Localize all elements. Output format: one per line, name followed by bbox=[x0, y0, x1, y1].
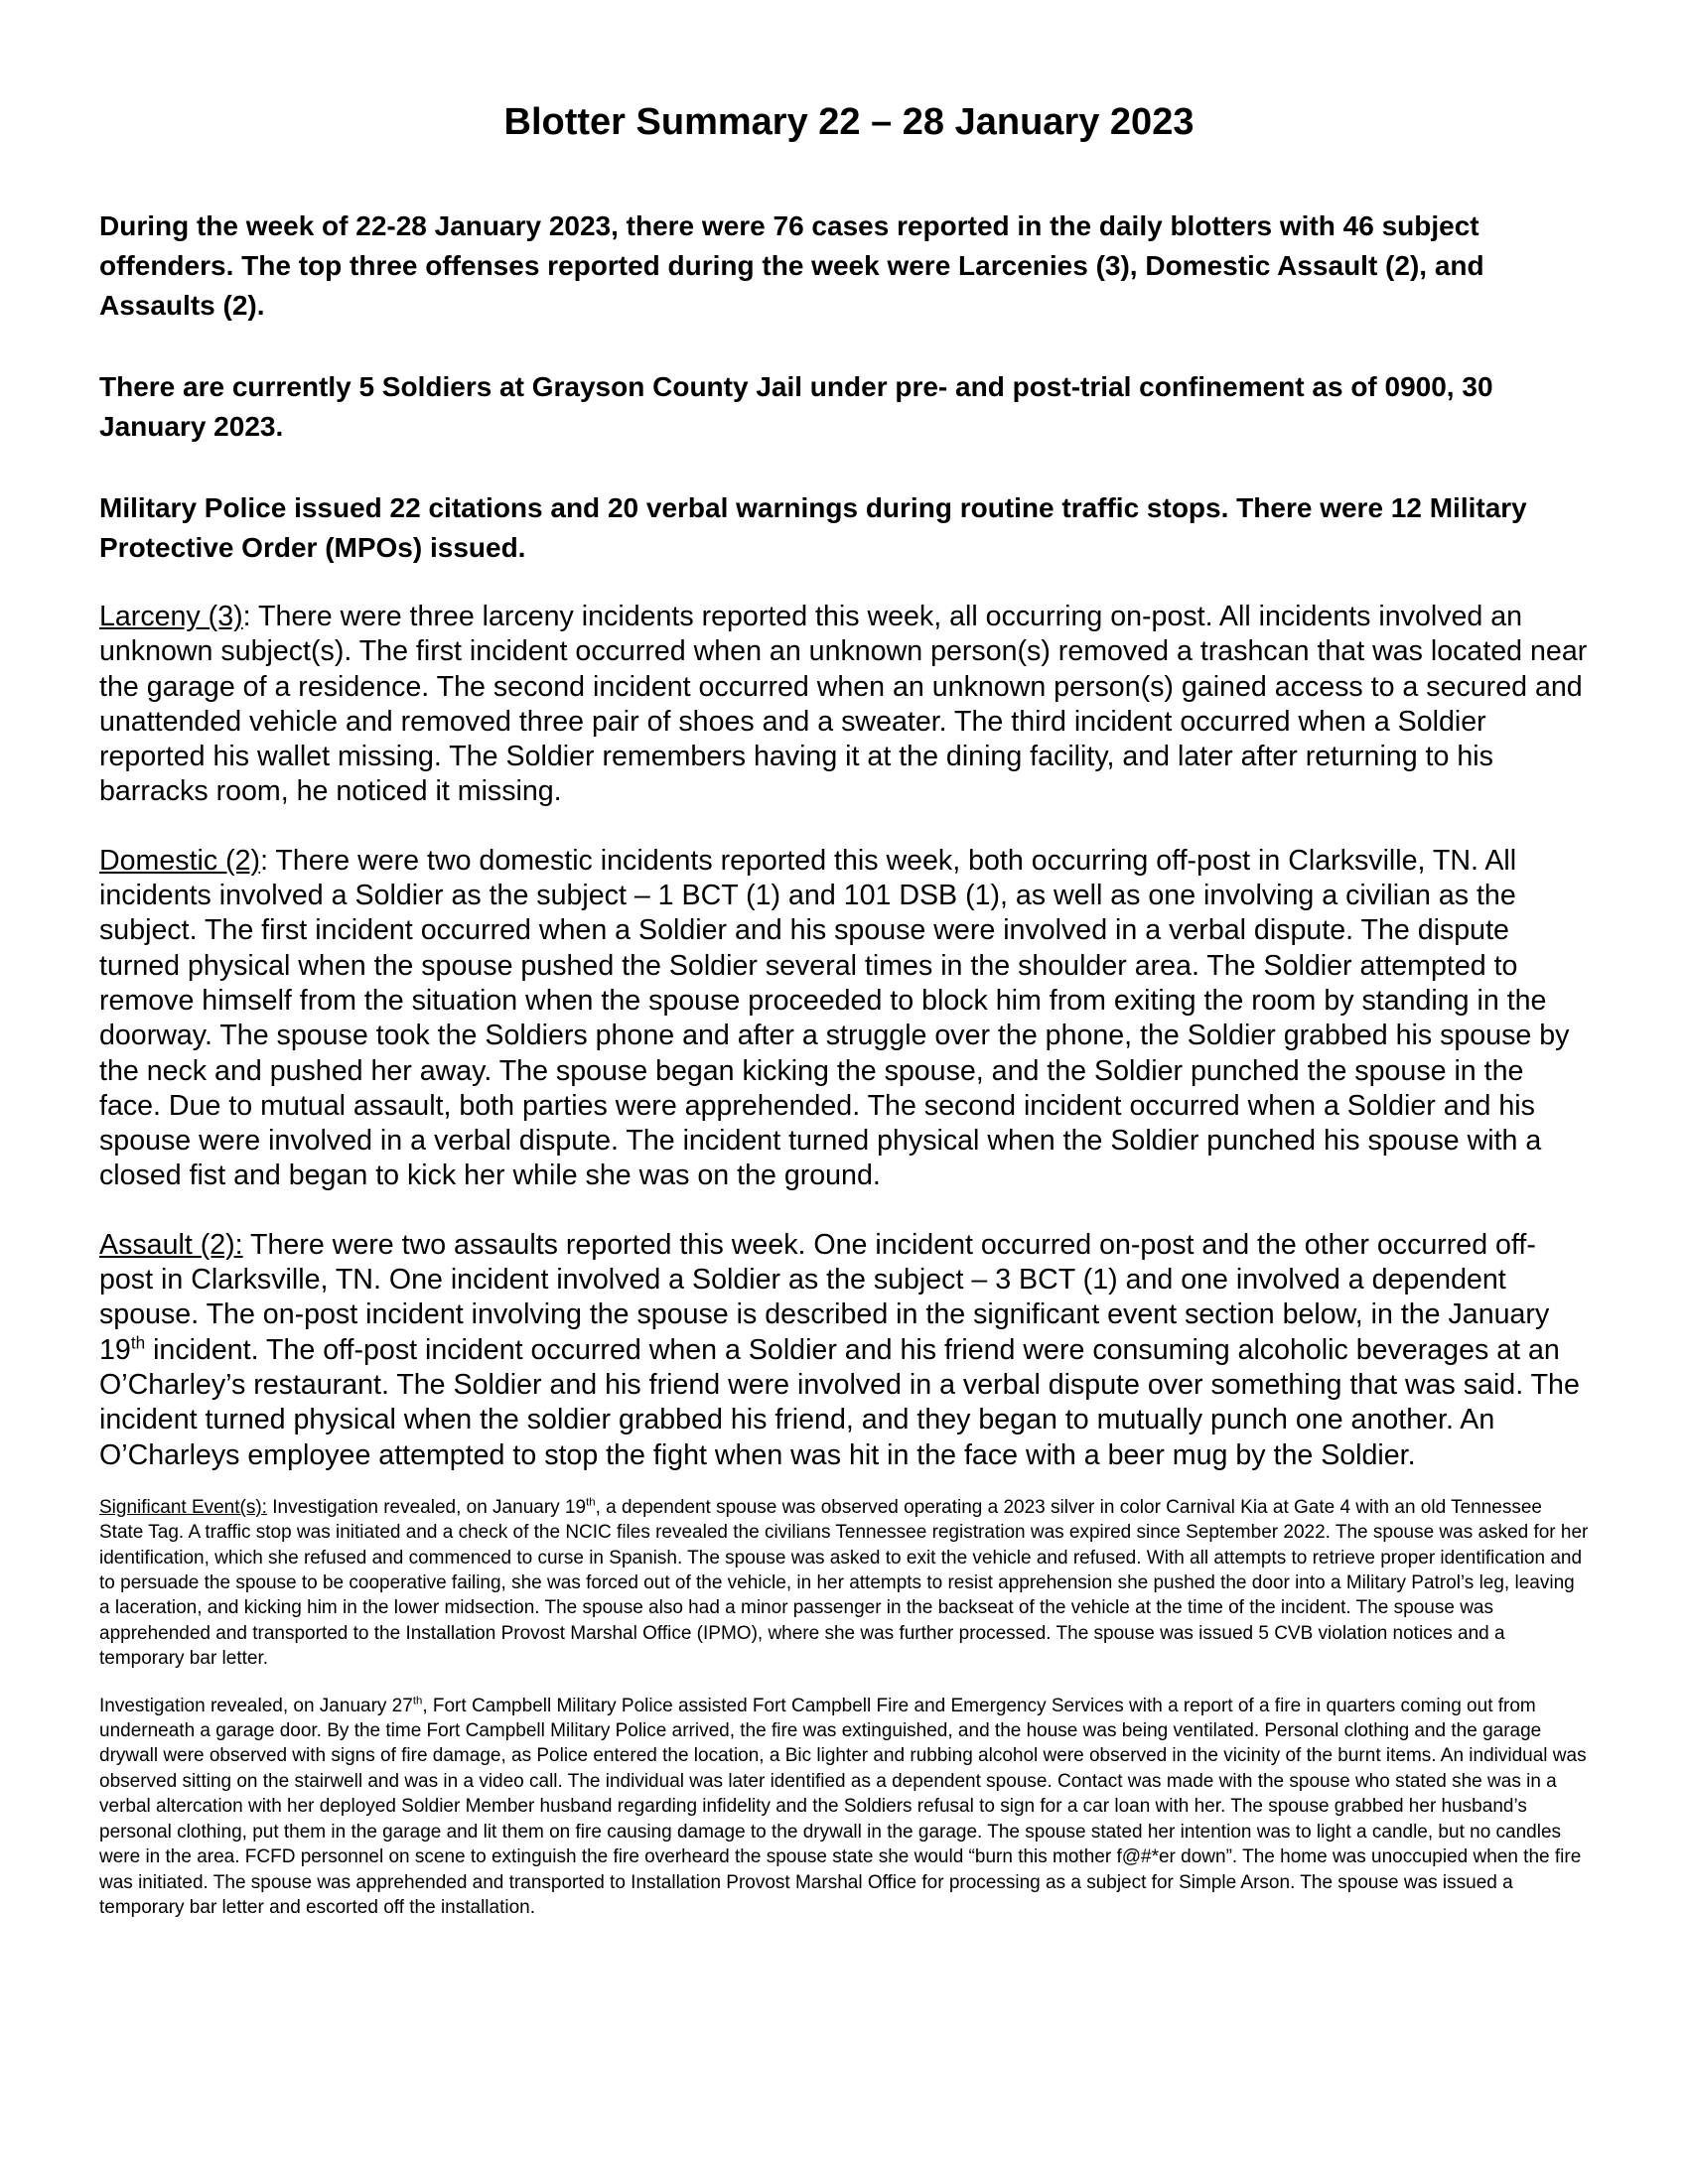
assault-text-a: There were two assaults reported this week. One incident occurred on-post and the other occurred off-post in Clarksville, TN. One incident involved a Soldier as the subject – 3 BCT (1) and one involved a dependent spouse. The on-post incident involving the spouse is described in the significant event section below, in the January 19 bbox=[99, 1228, 1550, 1366]
significant-event-heading: Significant Event(s): bbox=[99, 1496, 267, 1518]
larceny-section bbox=[99, 600, 1589, 810]
arson-investigation-text-b: , Fort Campbell Military Police assisted Fort Campbell Fire and Emergency Services with a report of a fire in quarters coming out from underneath a garage door. By the time Fort Campbell Military Police arrived, the fire was extinguished, and the house was being ventilated. Personal clothing and the garage drywall were observed with signs of fire damage, as Police entered the location, a Bic lighter and rubbing alcohol were observed in the vicinity of the burnt items. An individual was observed sitting on the stairwell and was in a video call. The individual was later identified as a dependent spouse. Contact was made with the spouse who stated she was in a verbal altercation with her deployed Soldier Member husband regarding infidelity and the Soldiers refusal to sign for a car loan with her. The spouse grabbed her husband’s personal clothing, put them in the garage and lit them on fire causing damage to the drywall in the garage. The spouse stated her intention was to light a candle, but no candles were in the area. FCFD personnel on scene to extinguish the fire overheard the spouse state she would “burn this mother f@#*er down”. The home was unoccupied when the fire was initiated. The spouse was apprehended and transported to Installation Provost Marshal Office for processing as a subject for Simple Arson. The spouse was issued a temporary bar letter and escorted off the installation. bbox=[99, 1695, 1587, 1918]
arson-investigation-ordinal: th bbox=[412, 1695, 423, 1707]
assault-section bbox=[99, 1228, 1589, 1473]
domestic-heading: Domestic (2) bbox=[99, 844, 261, 877]
domestic-text: : There were two domestic incidents reported this week, both occurring off-post in Clarksville, TN. All incidents involved a Soldier as the subject – 1 BCT (1) and 101 DSB (1), as well as one involving a civilian as the subject. The first incident occurred when a Soldier and his spouse were involved in a verbal dispute. The dispute turned physical when the spouse pushed the Soldier several times in the shoulder area. The Soldier attempted to remove himself from the situation when the spouse proceeded to block him from exiting the room by standing in the doorway. The spouse took the Soldiers phone and after a struggle over the phone, the Soldier grabbed his spouse by the neck and pushed her away. The spouse began kicking the spouse, and the Soldier punched the spouse in the face. Due to mutual assault, both parties were apprehended. The second incident occurred when a Soldier and his spouse were involved in a verbal dispute. The incident turned physical when the Soldier punched his spouse with a closed fist and began to kick her while she was on the ground. bbox=[99, 844, 1570, 1192]
significant-event-text-b: , a dependent spouse was observed operating a 2023 silver in color Carnival Kia at Gate 4 with an old Tennessee State Tag. A traffic stop was initiated and a check of the NCIC files revealed the civilians Tennessee registration was expired since September 2022. The spouse was asked for her identification, which she refused and commenced to curse in Spanish. The spouse was asked to exit the vehicle and refused. With all attempts to retrieve proper identification and to persuade the spouse to be cooperative failing, she was forced out of the vehicle, in her attempts to resist apprehension she pushed the door into a Military Patrol’s leg, leaving a laceration, and kicking him in the lower midsection. The spouse also had a minor passenger in the backseat of the vehicle at the time of the incident. The spouse was apprehended and transported to the Installation Provost Marshal Office (IPMO), where she was further processed. The spouse was issued 5 CVB violation notices and a temporary bar letter. bbox=[99, 1496, 1589, 1670]
summary-cases-paragraph: During the week of 22-28 January 2023, there were 76 cases reported in the daily blotters with 46 subject offenders. The top three offenses reported during the week were Larcenies (3), Domestic Assault (2), and Assaults (2). bbox=[99, 210, 1484, 321]
larceny-heading: Larceny (3) bbox=[99, 601, 243, 632]
document-page bbox=[99, 99, 1589, 1920]
larceny-text: : There were three larceny incidents reported this week, all occurring on-post. All incidents involved an unknown subject(s). The first incident occurred when an unknown person(s) removed a trashcan that was located near the garage of a residence. The second incident occurred when an unknown person(s) gained access to a secured and unattended vehicle and removed three pair of shoes and a sweater. The third incident occurred when a Soldier reported his wallet missing. The Soldier remembers having it at the dining facility, and later after returning to his barracks room, he noticed it missing. bbox=[99, 601, 1588, 808]
assault-ordinal: th bbox=[130, 1332, 146, 1353]
assault-heading: Assault (2): bbox=[99, 1228, 243, 1261]
arson-investigation-section bbox=[99, 1694, 1589, 1921]
summary-confinement-paragraph: There are currently 5 Soldiers at Grayson County Jail under pre- and post-trial confinement as of 0900, 30 January 2023. bbox=[99, 371, 1493, 442]
arson-investigation-text-a: Investigation revealed, on January 27 bbox=[99, 1695, 413, 1716]
assault-text-b: incident. The off-post incident occurred when a Soldier and his friend were consuming alcoholic beverages at an O’Charley’s restaurant. The Soldier and his friend were involved in a verbal dispute over something that was said. The incident turned physical when the soldier grabbed his friend, and they began to mutually punch one another. An O’Charleys employee attempted to stop the fight when was hit in the face with a beer mug by the Soldier. bbox=[99, 1333, 1580, 1471]
domestic-section bbox=[99, 844, 1589, 1194]
summary-traffic-paragraph: Military Police issued 22 citations and 20 verbal warnings during routine traffic stops. There were 12 Military Protective Order (MPOs) issued. bbox=[99, 492, 1527, 563]
significant-event-section bbox=[99, 1495, 1589, 1672]
significant-event-text-a: Investigation revealed, on January 19 bbox=[266, 1496, 587, 1518]
significant-event-ordinal: th bbox=[586, 1496, 596, 1509]
page-title: Blotter Summary 22 – 28 January 2023 bbox=[503, 101, 1195, 143]
